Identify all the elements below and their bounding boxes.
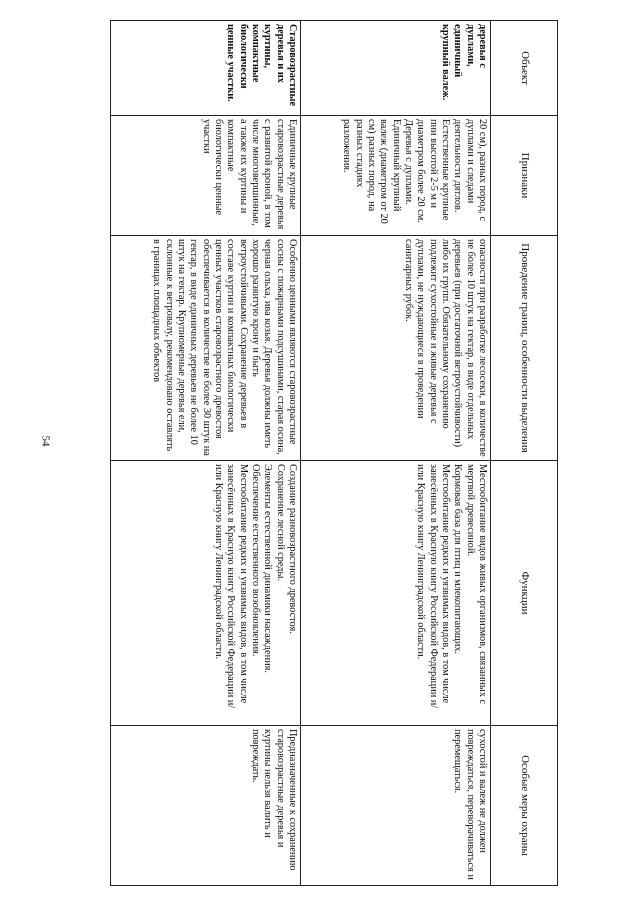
table-row	[111, 21, 301, 886]
cell-measures: Предназначенные к сохранению старовозрастные деревья и куртины нельзя валить и повреждать.	[111, 726, 301, 886]
cell-object: деревья с дуплами, единичный крупный валеж.	[301, 21, 491, 116]
cell-signs: 20 см), разных пород, с дуплами и следами деятельности дятлов. Естественные крупные пни высотой 2-5 м и диаметром более 20 см. Деревья с дуплами. Единичный крупный валеж (диаметром от 20 см) разных пород, на разных стадиях разложения.	[301, 116, 491, 236]
rotated-table-container	[110, 20, 558, 885]
cell-functions: Местообитание видов живых организмов, связанных с мертвой древесиной. Кормовая база для птиц и млекопитающих. Местообитание редких и уязвимых видов, в том числе занесённых в Красную книгу Российской Федерации и/или Красную книгу Ленинградской области.	[301, 461, 491, 726]
header-functions: Функции	[491, 461, 558, 726]
cell-boundaries: опасности при разработке лесосеки, в количестве не более 10 штук на гектар, в виде отдельных деревьев (при достаточной ветроустойчивости) либо их групп. Обязательному сохранению подлежит сухостойные и живые деревья с дуплами, не нуждающиеся в проведении санитарных рубок.	[301, 236, 491, 461]
cell-object: Старовозрастные деревья и их куртины, компактные биологически ценные участки.	[111, 21, 301, 116]
table-header-row	[491, 21, 558, 886]
header-object: Объект	[491, 21, 558, 116]
page-number: 54	[39, 435, 52, 447]
header-boundaries: Проведение границ, особенности выделения	[491, 236, 558, 461]
cell-functions: Создание разновозрастного древостоя. Сохранение лесной среды. Элементы естественной динамики насаждения. Обеспечение естественного возобновления. Местообитание редких и уязвимых видов, в том числе занесённых в Красную книгу Российской Федерации и/или Красную книгу Ленинградской области.	[111, 461, 301, 726]
table-row	[301, 21, 491, 886]
header-measures: Особые меры охраны	[491, 726, 558, 886]
cell-signs: Единичные крупные старовозрастные деревья с развитой кроной, в том числе многовершинные, а также их куртины и компактные биологически ценные участки	[111, 116, 301, 236]
cell-measures: сухостой и валеж не должен повреждаться, переворачиваться и перемещаться.	[301, 726, 491, 886]
protection-measures-table	[110, 20, 558, 886]
header-signs: Признаки	[491, 116, 558, 236]
cell-boundaries: Особенно ценными являются старовозрастные сосны с пожарными подсушинами, старая осина, черная ольха, ива козья. Деревья должны иметь хорошо развитую крону и быть ветроустойчивыми. Сохранение деревьев в составе куртин и компактных биологически ценных участков старовозрастного древостоя обеспечивается в количестве не более 30 штук на гектар, в виде единичных деревьев не более 10 штук на гектар. Крупномерные деревья ели, склонные к ветровалу, рекомендовано оставлять в границах площадных объектов	[111, 236, 301, 461]
